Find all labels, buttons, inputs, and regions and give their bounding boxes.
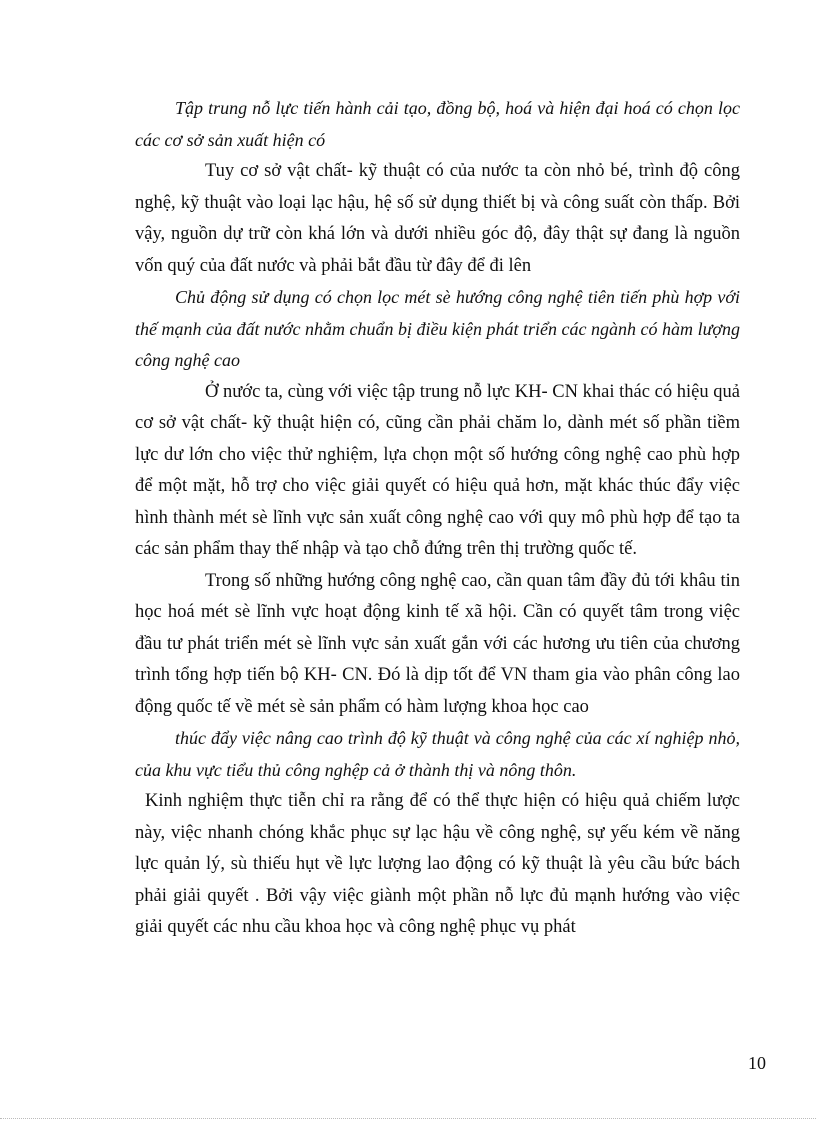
heading-italic-1: Tập trung nỗ lực tiến hành cải tạo, đồng bộ, hoá và hiện đại hoá có chọn lọc các cơ sở sản xuất hiện có [135,98,740,150]
paragraph-3: Trong số những hướng công nghệ cao, cần quan tâm đầy đủ tới khâu tin học hoá mét sè lĩnh vực hoạt động kinh tế xã hội. Cần có quyết tâm trong việc đầu tư phát triển mét sè lĩnh vực sản xuất gắn với các hương ưu tiên của chương trình tổng hợp tiến bộ KH- CN. Đó là dịp tốt để VN tham gia vào phân công lao động quốc tế về mét sè sản phẩm có hàm lượng khoa học cao [135,570,740,717]
page-number: 10 [748,1053,766,1073]
heading-italic-3: thúc đẩy việc nâng cao trình độ kỹ thuật và công nghệ của các xí nghiệp nhỏ, của khu vực tiểu thủ công nghệp cả ở thành thị và nông thôn. [135,728,740,780]
paragraph-1: Tuy cơ sở vật chất- kỹ thuật có của nước ta còn nhỏ bé, trình độ công nghệ, kỹ thuật vào loại lạc hậu, hệ số sử dụng thiết bị và công suất còn thấp. Bởi vậy, nguồn dự trữ còn khá lớn và dưới nhiều góc độ, đây thật sự đang là nguồn vốn quý của đất nước và phải bắt đầu từ đây để đi lên [135,161,740,276]
paragraph-2: Ở nước ta, cùng với việc tập trung nỗ lực KH- CN khai thác có hiệu quả cơ sở vật chất- kỹ thuật hiện có, cũng cần phải chăm lo, dành mét số phần tiềm lực dư lớn cho việc thử nghiệm, lựa chọn một số hướng công nghệ cao phù hợp để một mặt, hỗ trợ cho việc giải quyết có hiệu quả hơn, mặt khác thúc đẩy việc hình thành mét sè lĩnh vực sản xuất công nghệ cao với quy mô phù hợp để tạo ta các sản phẩm thay thế nhập và tạo chỗ đứng trên thị trường quốc tế. [135,381,740,559]
heading-italic-2: Chủ động sử dụng có chọn lọc mét sè hướng công nghệ tiên tiến phù hợp với thế mạnh của đất nước nhằm chuẩn bị điều kiện phát triển các ngành có hàm lượng công nghệ cao [135,287,740,370]
page-body [135,93,740,944]
page-bottom-divider [0,1118,816,1119]
paragraph-4: Kinh nghiệm thực tiễn chỉ ra rằng để có thể thực hiện có hiệu quả chiếm lược này, việc nhanh chóng khắc phục sự lạc hậu về công nghệ, sự yếu kém về năng lực quản lý, sù thiếu hụt về lực lượng lao động có kỹ thuật là yêu cầu bức bách phải giải quyết . Bởi vậy việc giành một phần nỗ lực đủ mạnh hướng vào việc giải quyết các nhu cầu khoa học và công nghệ phục vụ phát [135,791,740,937]
